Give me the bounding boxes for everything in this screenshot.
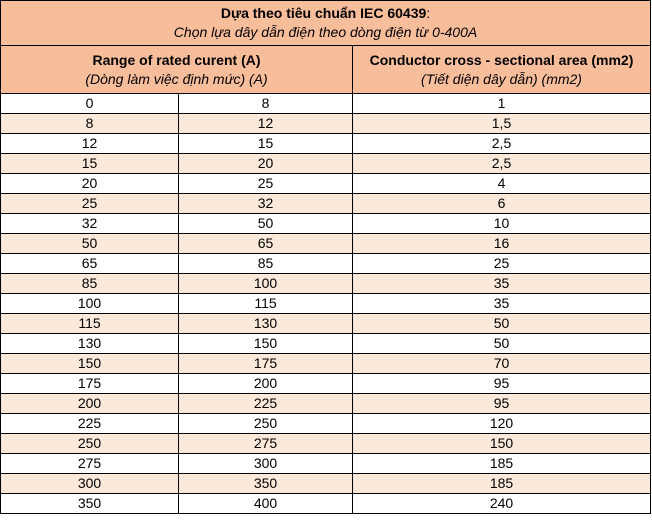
cross-section-cell: 240 — [353, 494, 651, 514]
table-row — [1, 294, 651, 314]
table-subtitle: Chọn lựa dây dẫn điện theo dòng điện từ 0-400A — [173, 24, 478, 40]
current-from-cell: 300 — [1, 474, 179, 494]
table-row — [1, 434, 651, 454]
current-to-cell: 25 — [179, 174, 353, 194]
current-to-cell: 300 — [179, 454, 353, 474]
current-to-cell: 100 — [179, 274, 353, 294]
cross-section-cell: 95 — [353, 394, 651, 414]
current-from-cell: 115 — [1, 314, 179, 334]
table-row — [1, 414, 651, 434]
header-range-sublabel: (Dòng làm việc định mức) (A) — [85, 70, 268, 87]
current-to-cell: 225 — [179, 394, 353, 414]
table-row — [1, 454, 651, 474]
cross-section-cell: 95 — [353, 374, 651, 394]
title-row — [1, 1, 651, 46]
table-row — [1, 94, 651, 114]
table-row — [1, 334, 651, 354]
current-to-cell: 20 — [179, 154, 353, 174]
current-from-cell: 275 — [1, 454, 179, 474]
current-from-cell: 150 — [1, 354, 179, 374]
current-from-cell: 20 — [1, 174, 179, 194]
header-conductor-label: Conductor cross - sectional area (mm2) — [369, 51, 634, 68]
cross-section-cell: 150 — [353, 434, 651, 454]
table-row — [1, 474, 651, 494]
cross-section-cell: 185 — [353, 474, 651, 494]
current-from-cell: 250 — [1, 434, 179, 454]
table-row — [1, 134, 651, 154]
table-row — [1, 114, 651, 134]
table-row — [1, 234, 651, 254]
current-from-cell: 15 — [1, 154, 179, 174]
table-row — [1, 394, 651, 414]
title-cell — [1, 1, 651, 46]
table-row — [1, 214, 651, 234]
table-row — [1, 374, 651, 394]
cross-section-cell: 1 — [353, 94, 651, 114]
current-to-cell: 130 — [179, 314, 353, 334]
current-from-cell: 225 — [1, 414, 179, 434]
current-to-cell: 350 — [179, 474, 353, 494]
current-from-cell: 32 — [1, 214, 179, 234]
current-from-cell: 130 — [1, 334, 179, 354]
table-row — [1, 194, 651, 214]
current-from-cell: 8 — [1, 114, 179, 134]
cross-section-cell: 2,5 — [353, 134, 651, 154]
cross-section-cell: 10 — [353, 214, 651, 234]
cross-section-cell: 70 — [353, 354, 651, 374]
table-row — [1, 174, 651, 194]
table-row — [1, 254, 651, 274]
cross-section-cell: 4 — [353, 174, 651, 194]
current-to-cell: 12 — [179, 114, 353, 134]
current-to-cell: 8 — [179, 94, 353, 114]
cross-section-cell: 25 — [353, 254, 651, 274]
table-title-bold: Dựa theo tiêu chuẩn IEC 60439 — [220, 5, 427, 21]
current-from-cell: 175 — [1, 374, 179, 394]
header-range-label: Range of rated curent (A) — [92, 51, 261, 68]
current-from-cell: 12 — [1, 134, 179, 154]
cross-section-cell: 35 — [353, 294, 651, 314]
current-from-cell: 25 — [1, 194, 179, 214]
current-to-cell: 65 — [179, 234, 353, 254]
cross-section-cell: 35 — [353, 274, 651, 294]
table-title-suffix: : — [426, 5, 431, 21]
cross-section-cell: 16 — [353, 234, 651, 254]
current-to-cell: 275 — [179, 434, 353, 454]
current-from-cell: 200 — [1, 394, 179, 414]
table-title — [1, 4, 650, 23]
header-row — [1, 46, 651, 94]
current-from-cell: 85 — [1, 274, 179, 294]
current-from-cell: 0 — [1, 94, 179, 114]
header-conductor — [353, 46, 651, 94]
current-to-cell: 400 — [179, 494, 353, 514]
current-to-cell: 50 — [179, 214, 353, 234]
current-to-cell: 175 — [179, 354, 353, 374]
cross-section-cell: 185 — [353, 454, 651, 474]
current-to-cell: 32 — [179, 194, 353, 214]
current-to-cell: 150 — [179, 334, 353, 354]
header-conductor-sublabel: (Tiết diện dây dẫn) (mm2) — [421, 70, 582, 87]
table-row — [1, 154, 651, 174]
current-from-cell: 350 — [1, 494, 179, 514]
cross-section-cell: 6 — [353, 194, 651, 214]
cross-section-cell: 50 — [353, 314, 651, 334]
current-to-cell: 200 — [179, 374, 353, 394]
current-to-cell: 15 — [179, 134, 353, 154]
table-row — [1, 494, 651, 514]
table-row — [1, 354, 651, 374]
current-to-cell: 85 — [179, 254, 353, 274]
cross-section-cell: 1,5 — [353, 114, 651, 134]
table-row — [1, 314, 651, 334]
cross-section-cell: 2,5 — [353, 154, 651, 174]
current-from-cell: 65 — [1, 254, 179, 274]
header-range — [1, 46, 353, 94]
current-from-cell: 50 — [1, 234, 179, 254]
table-row — [1, 274, 651, 294]
current-to-cell: 250 — [179, 414, 353, 434]
current-to-cell: 115 — [179, 294, 353, 314]
current-from-cell: 100 — [1, 294, 179, 314]
cross-section-cell: 50 — [353, 334, 651, 354]
cross-section-cell: 120 — [353, 414, 651, 434]
